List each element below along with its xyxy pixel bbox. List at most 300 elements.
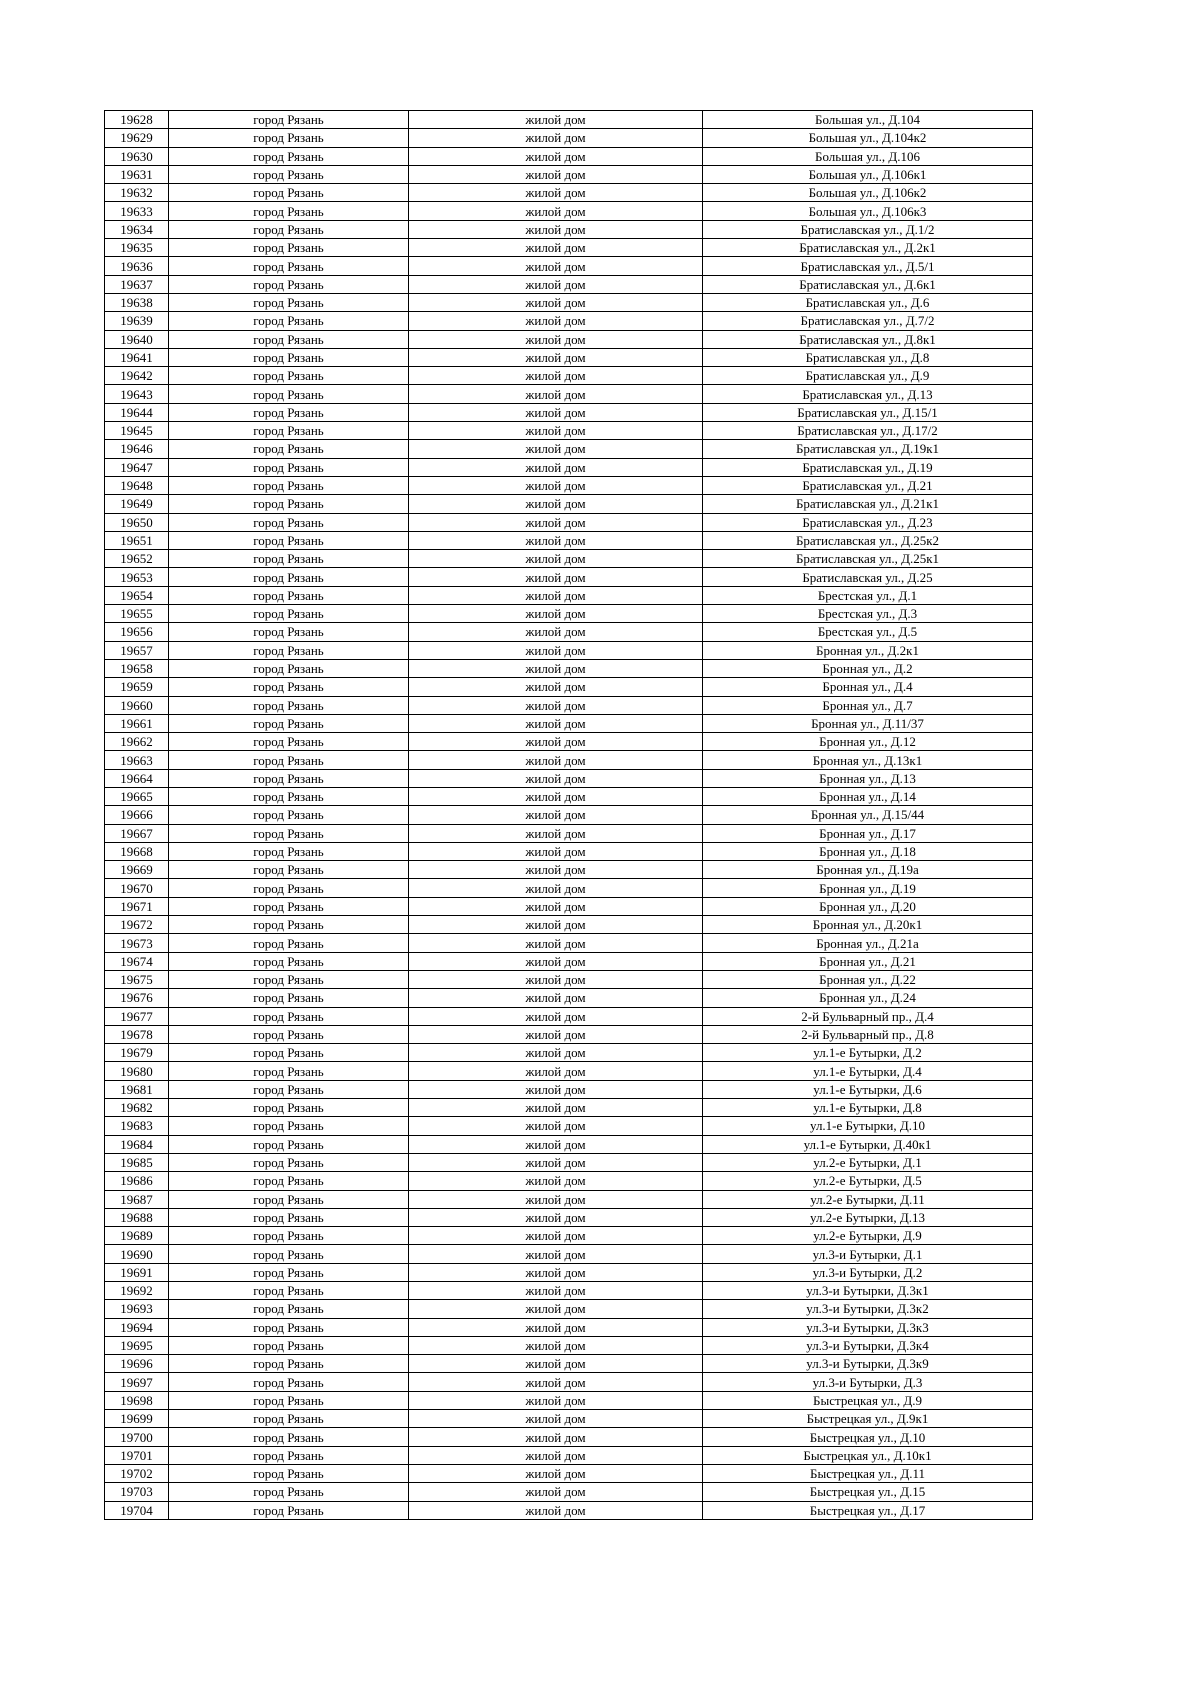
row-number-cell: 19645 bbox=[105, 422, 169, 440]
building-type-cell: жилой дом bbox=[409, 293, 703, 311]
building-type-cell: жилой дом bbox=[409, 1062, 703, 1080]
table-row bbox=[105, 1282, 1033, 1300]
table-row bbox=[105, 824, 1033, 842]
address-cell: ул.1-е Бутырки, Д.8 bbox=[703, 1099, 1033, 1117]
building-type-cell: жилой дом bbox=[409, 1007, 703, 1025]
table-row bbox=[105, 970, 1033, 988]
table-row bbox=[105, 897, 1033, 915]
table-row bbox=[105, 751, 1033, 769]
city-cell: город Рязань bbox=[169, 1355, 409, 1373]
table-row bbox=[105, 879, 1033, 897]
building-type-cell: жилой дом bbox=[409, 696, 703, 714]
address-cell: Большая ул., Д.106к1 bbox=[703, 165, 1033, 183]
address-cell: ул.1-е Бутырки, Д.40к1 bbox=[703, 1135, 1033, 1153]
address-cell: Бронная ул., Д.7 bbox=[703, 696, 1033, 714]
address-cell: Братиславская ул., Д.9 bbox=[703, 367, 1033, 385]
row-number-cell: 19703 bbox=[105, 1483, 169, 1501]
building-type-cell: жилой дом bbox=[409, 806, 703, 824]
building-type-cell: жилой дом bbox=[409, 879, 703, 897]
building-type-cell: жилой дом bbox=[409, 605, 703, 623]
address-cell: Бронная ул., Д.12 bbox=[703, 733, 1033, 751]
address-registry-table bbox=[104, 110, 1033, 1520]
address-cell: Большая ул., Д.106к3 bbox=[703, 202, 1033, 220]
address-cell: ул.2-е Бутырки, Д.1 bbox=[703, 1153, 1033, 1171]
table-row bbox=[105, 293, 1033, 311]
address-cell: Бронная ул., Д.24 bbox=[703, 989, 1033, 1007]
row-number-cell: 19668 bbox=[105, 842, 169, 860]
building-type-cell: жилой дом bbox=[409, 678, 703, 696]
table-row bbox=[105, 769, 1033, 787]
row-number-cell: 19686 bbox=[105, 1172, 169, 1190]
row-number-cell: 19660 bbox=[105, 696, 169, 714]
city-cell: город Рязань bbox=[169, 916, 409, 934]
row-number-cell: 19658 bbox=[105, 659, 169, 677]
row-number-cell: 19679 bbox=[105, 1044, 169, 1062]
building-type-cell: жилой дом bbox=[409, 184, 703, 202]
building-type-cell: жилой дом bbox=[409, 275, 703, 293]
city-cell: город Рязань bbox=[169, 1135, 409, 1153]
table-row bbox=[105, 1025, 1033, 1043]
address-cell: ул.2-е Бутырки, Д.5 bbox=[703, 1172, 1033, 1190]
address-cell: Быстрецкая ул., Д.11 bbox=[703, 1464, 1033, 1482]
building-type-cell: жилой дом bbox=[409, 861, 703, 879]
city-cell: город Рязань bbox=[169, 367, 409, 385]
city-cell: город Рязань bbox=[169, 1208, 409, 1226]
city-cell: город Рязань bbox=[169, 714, 409, 732]
address-cell: Брестская ул., Д.3 bbox=[703, 605, 1033, 623]
building-type-cell: жилой дом bbox=[409, 1208, 703, 1226]
address-cell: Быстрецкая ул., Д.17 bbox=[703, 1501, 1033, 1519]
building-type-cell: жилой дом bbox=[409, 733, 703, 751]
address-cell: ул.1-е Бутырки, Д.10 bbox=[703, 1117, 1033, 1135]
city-cell: город Рязань bbox=[169, 202, 409, 220]
address-cell: Бронная ул., Д.13 bbox=[703, 769, 1033, 787]
table-row bbox=[105, 714, 1033, 732]
table-row bbox=[105, 1208, 1033, 1226]
row-number-cell: 19630 bbox=[105, 147, 169, 165]
city-cell: город Рязань bbox=[169, 1007, 409, 1025]
building-type-cell: жилой дом bbox=[409, 257, 703, 275]
city-cell: город Рязань bbox=[169, 751, 409, 769]
city-cell: город Рязань bbox=[169, 293, 409, 311]
building-type-cell: жилой дом bbox=[409, 1391, 703, 1409]
table-row bbox=[105, 1135, 1033, 1153]
table-row bbox=[105, 787, 1033, 805]
address-registry-body bbox=[105, 111, 1033, 1520]
address-cell: ул.2-е Бутырки, Д.9 bbox=[703, 1227, 1033, 1245]
table-row bbox=[105, 1153, 1033, 1171]
building-type-cell: жилой дом bbox=[409, 1318, 703, 1336]
address-cell: Бронная ул., Д.22 bbox=[703, 970, 1033, 988]
table-row bbox=[105, 586, 1033, 604]
table-row bbox=[105, 1446, 1033, 1464]
city-cell: город Рязань bbox=[169, 1282, 409, 1300]
building-type-cell: жилой дом bbox=[409, 787, 703, 805]
address-cell: 2-й Бульварный пр., Д.4 bbox=[703, 1007, 1033, 1025]
row-number-cell: 19640 bbox=[105, 330, 169, 348]
row-number-cell: 19699 bbox=[105, 1410, 169, 1428]
city-cell: город Рязань bbox=[169, 586, 409, 604]
city-cell: город Рязань bbox=[169, 330, 409, 348]
address-cell: Братиславская ул., Д.15/1 bbox=[703, 403, 1033, 421]
row-number-cell: 19664 bbox=[105, 769, 169, 787]
table-row bbox=[105, 934, 1033, 952]
table-row bbox=[105, 330, 1033, 348]
row-number-cell: 19662 bbox=[105, 733, 169, 751]
table-row bbox=[105, 440, 1033, 458]
city-cell: город Рязань bbox=[169, 220, 409, 238]
city-cell: город Рязань bbox=[169, 787, 409, 805]
city-cell: город Рязань bbox=[169, 861, 409, 879]
address-cell: Бронная ул., Д.21а bbox=[703, 934, 1033, 952]
address-cell: Братиславская ул., Д.19 bbox=[703, 458, 1033, 476]
table-row bbox=[105, 1391, 1033, 1409]
row-number-cell: 19639 bbox=[105, 312, 169, 330]
table-row bbox=[105, 1227, 1033, 1245]
table-row bbox=[105, 476, 1033, 494]
address-cell: Братиславская ул., Д.25к1 bbox=[703, 550, 1033, 568]
row-number-cell: 19692 bbox=[105, 1282, 169, 1300]
address-cell: ул.3-и Бутырки, Д.2 bbox=[703, 1263, 1033, 1281]
building-type-cell: жилой дом bbox=[409, 531, 703, 549]
building-type-cell: жилой дом bbox=[409, 165, 703, 183]
building-type-cell: жилой дом bbox=[409, 568, 703, 586]
row-number-cell: 19697 bbox=[105, 1373, 169, 1391]
city-cell: город Рязань bbox=[169, 275, 409, 293]
building-type-cell: жилой дом bbox=[409, 1025, 703, 1043]
row-number-cell: 19687 bbox=[105, 1190, 169, 1208]
row-number-cell: 19633 bbox=[105, 202, 169, 220]
building-type-cell: жилой дом bbox=[409, 1190, 703, 1208]
city-cell: город Рязань bbox=[169, 1025, 409, 1043]
building-type-cell: жилой дом bbox=[409, 824, 703, 842]
table-row bbox=[105, 257, 1033, 275]
row-number-cell: 19637 bbox=[105, 275, 169, 293]
building-type-cell: жилой дом bbox=[409, 422, 703, 440]
row-number-cell: 19690 bbox=[105, 1245, 169, 1263]
building-type-cell: жилой дом bbox=[409, 1464, 703, 1482]
building-type-cell: жилой дом bbox=[409, 1336, 703, 1354]
building-type-cell: жилой дом bbox=[409, 1410, 703, 1428]
building-type-cell: жилой дом bbox=[409, 1501, 703, 1519]
table-row bbox=[105, 184, 1033, 202]
city-cell: город Рязань bbox=[169, 1227, 409, 1245]
building-type-cell: жилой дом bbox=[409, 1282, 703, 1300]
building-type-cell: жилой дом bbox=[409, 1373, 703, 1391]
table-row bbox=[105, 696, 1033, 714]
city-cell: город Рязань bbox=[169, 1373, 409, 1391]
table-row bbox=[105, 129, 1033, 147]
city-cell: город Рязань bbox=[169, 952, 409, 970]
row-number-cell: 19676 bbox=[105, 989, 169, 1007]
city-cell: город Рязань bbox=[169, 476, 409, 494]
row-number-cell: 19636 bbox=[105, 257, 169, 275]
address-cell: Большая ул., Д.106 bbox=[703, 147, 1033, 165]
city-cell: город Рязань bbox=[169, 495, 409, 513]
building-type-cell: жилой дом bbox=[409, 952, 703, 970]
city-cell: город Рязань bbox=[169, 257, 409, 275]
row-number-cell: 19680 bbox=[105, 1062, 169, 1080]
building-type-cell: жилой дом bbox=[409, 897, 703, 915]
row-number-cell: 19629 bbox=[105, 129, 169, 147]
row-number-cell: 19688 bbox=[105, 1208, 169, 1226]
city-cell: город Рязань bbox=[169, 458, 409, 476]
city-cell: город Рязань bbox=[169, 422, 409, 440]
row-number-cell: 19661 bbox=[105, 714, 169, 732]
table-row bbox=[105, 806, 1033, 824]
address-cell: Бронная ул., Д.2 bbox=[703, 659, 1033, 677]
city-cell: город Рязань bbox=[169, 769, 409, 787]
building-type-cell: жилой дом bbox=[409, 220, 703, 238]
address-cell: ул.2-е Бутырки, Д.13 bbox=[703, 1208, 1033, 1226]
building-type-cell: жилой дом bbox=[409, 1135, 703, 1153]
city-cell: город Рязань bbox=[169, 1483, 409, 1501]
table-row bbox=[105, 550, 1033, 568]
row-number-cell: 19695 bbox=[105, 1336, 169, 1354]
table-row bbox=[105, 367, 1033, 385]
city-cell: город Рязань bbox=[169, 824, 409, 842]
table-row bbox=[105, 952, 1033, 970]
row-number-cell: 19634 bbox=[105, 220, 169, 238]
building-type-cell: жилой дом bbox=[409, 440, 703, 458]
city-cell: город Рязань bbox=[169, 1044, 409, 1062]
row-number-cell: 19651 bbox=[105, 531, 169, 549]
building-type-cell: жилой дом bbox=[409, 751, 703, 769]
row-number-cell: 19641 bbox=[105, 348, 169, 366]
building-type-cell: жилой дом bbox=[409, 1172, 703, 1190]
table-row bbox=[105, 733, 1033, 751]
address-cell: ул.3-и Бутырки, Д.1 bbox=[703, 1245, 1033, 1263]
address-cell: Бронная ул., Д.4 bbox=[703, 678, 1033, 696]
table-row bbox=[105, 403, 1033, 421]
row-number-cell: 19694 bbox=[105, 1318, 169, 1336]
row-number-cell: 19672 bbox=[105, 916, 169, 934]
building-type-cell: жилой дом bbox=[409, 1300, 703, 1318]
address-cell: Братиславская ул., Д.13 bbox=[703, 385, 1033, 403]
address-cell: ул.3-и Бутырки, Д.3к4 bbox=[703, 1336, 1033, 1354]
building-type-cell: жилой дом bbox=[409, 1483, 703, 1501]
city-cell: город Рязань bbox=[169, 1263, 409, 1281]
city-cell: город Рязань bbox=[169, 806, 409, 824]
table-row bbox=[105, 1483, 1033, 1501]
building-type-cell: жилой дом bbox=[409, 1263, 703, 1281]
city-cell: город Рязань bbox=[169, 1501, 409, 1519]
city-cell: город Рязань bbox=[169, 1117, 409, 1135]
city-cell: город Рязань bbox=[169, 440, 409, 458]
table-row bbox=[105, 513, 1033, 531]
table-row bbox=[105, 1117, 1033, 1135]
address-cell: Бронная ул., Д.21 bbox=[703, 952, 1033, 970]
city-cell: город Рязань bbox=[169, 970, 409, 988]
city-cell: город Рязань bbox=[169, 403, 409, 421]
row-number-cell: 19696 bbox=[105, 1355, 169, 1373]
city-cell: город Рязань bbox=[169, 1172, 409, 1190]
city-cell: город Рязань bbox=[169, 1464, 409, 1482]
city-cell: город Рязань bbox=[169, 1190, 409, 1208]
address-cell: Быстрецкая ул., Д.10к1 bbox=[703, 1446, 1033, 1464]
address-cell: Быстрецкая ул., Д.9к1 bbox=[703, 1410, 1033, 1428]
row-number-cell: 19631 bbox=[105, 165, 169, 183]
table-row bbox=[105, 605, 1033, 623]
address-cell: Братиславская ул., Д.25к2 bbox=[703, 531, 1033, 549]
table-row bbox=[105, 659, 1033, 677]
row-number-cell: 19632 bbox=[105, 184, 169, 202]
building-type-cell: жилой дом bbox=[409, 239, 703, 257]
building-type-cell: жилой дом bbox=[409, 989, 703, 1007]
building-type-cell: жилой дом bbox=[409, 714, 703, 732]
building-type-cell: жилой дом bbox=[409, 641, 703, 659]
city-cell: город Рязань bbox=[169, 1410, 409, 1428]
address-cell: ул.3-и Бутырки, Д.3к1 bbox=[703, 1282, 1033, 1300]
building-type-cell: жилой дом bbox=[409, 659, 703, 677]
city-cell: город Рязань bbox=[169, 733, 409, 751]
table-row bbox=[105, 312, 1033, 330]
row-number-cell: 19656 bbox=[105, 623, 169, 641]
city-cell: город Рязань bbox=[169, 934, 409, 952]
building-type-cell: жилой дом bbox=[409, 1117, 703, 1135]
building-type-cell: жилой дом bbox=[409, 934, 703, 952]
address-cell: Брестская ул., Д.5 bbox=[703, 623, 1033, 641]
table-row bbox=[105, 220, 1033, 238]
address-cell: ул.3-и Бутырки, Д.3к3 bbox=[703, 1318, 1033, 1336]
row-number-cell: 19704 bbox=[105, 1501, 169, 1519]
row-number-cell: 19666 bbox=[105, 806, 169, 824]
city-cell: город Рязань bbox=[169, 129, 409, 147]
table-row bbox=[105, 568, 1033, 586]
building-type-cell: жилой дом bbox=[409, 1044, 703, 1062]
address-cell: Бронная ул., Д.15/44 bbox=[703, 806, 1033, 824]
row-number-cell: 19667 bbox=[105, 824, 169, 842]
address-cell: ул.3-и Бутырки, Д.3 bbox=[703, 1373, 1033, 1391]
address-cell: ул.1-е Бутырки, Д.4 bbox=[703, 1062, 1033, 1080]
address-cell: Братиславская ул., Д.17/2 bbox=[703, 422, 1033, 440]
city-cell: город Рязань bbox=[169, 147, 409, 165]
city-cell: город Рязань bbox=[169, 1099, 409, 1117]
address-cell: ул.1-е Бутырки, Д.6 bbox=[703, 1080, 1033, 1098]
table-row bbox=[105, 1263, 1033, 1281]
address-cell: ул.3-и Бутырки, Д.3к2 bbox=[703, 1300, 1033, 1318]
building-type-cell: жилой дом bbox=[409, 202, 703, 220]
table-row bbox=[105, 1245, 1033, 1263]
building-type-cell: жилой дом bbox=[409, 1227, 703, 1245]
building-type-cell: жилой дом bbox=[409, 147, 703, 165]
row-number-cell: 19693 bbox=[105, 1300, 169, 1318]
table-row bbox=[105, 147, 1033, 165]
building-type-cell: жилой дом bbox=[409, 1446, 703, 1464]
table-row bbox=[105, 678, 1033, 696]
city-cell: город Рязань bbox=[169, 239, 409, 257]
city-cell: город Рязань bbox=[169, 1245, 409, 1263]
row-number-cell: 19655 bbox=[105, 605, 169, 623]
building-type-cell: жилой дом bbox=[409, 1428, 703, 1446]
row-number-cell: 19643 bbox=[105, 385, 169, 403]
building-type-cell: жилой дом bbox=[409, 403, 703, 421]
table-row bbox=[105, 842, 1033, 860]
city-cell: город Рязань bbox=[169, 385, 409, 403]
table-row bbox=[105, 1190, 1033, 1208]
building-type-cell: жилой дом bbox=[409, 312, 703, 330]
city-cell: город Рязань bbox=[169, 623, 409, 641]
row-number-cell: 19677 bbox=[105, 1007, 169, 1025]
row-number-cell: 19647 bbox=[105, 458, 169, 476]
address-cell: Братиславская ул., Д.21к1 bbox=[703, 495, 1033, 513]
building-type-cell: жилой дом bbox=[409, 623, 703, 641]
city-cell: город Рязань bbox=[169, 1336, 409, 1354]
address-cell: Большая ул., Д.104 bbox=[703, 111, 1033, 129]
city-cell: город Рязань bbox=[169, 605, 409, 623]
city-cell: город Рязань bbox=[169, 1062, 409, 1080]
table-row bbox=[105, 1373, 1033, 1391]
city-cell: город Рязань bbox=[169, 312, 409, 330]
city-cell: город Рязань bbox=[169, 1153, 409, 1171]
row-number-cell: 19638 bbox=[105, 293, 169, 311]
address-cell: Братиславская ул., Д.1/2 bbox=[703, 220, 1033, 238]
building-type-cell: жилой дом bbox=[409, 586, 703, 604]
table-row bbox=[105, 623, 1033, 641]
address-cell: Большая ул., Д.104к2 bbox=[703, 129, 1033, 147]
building-type-cell: жилой дом bbox=[409, 476, 703, 494]
city-cell: город Рязань bbox=[169, 111, 409, 129]
row-number-cell: 19682 bbox=[105, 1099, 169, 1117]
city-cell: город Рязань bbox=[169, 568, 409, 586]
table-row bbox=[105, 1062, 1033, 1080]
row-number-cell: 19654 bbox=[105, 586, 169, 604]
address-cell: Бронная ул., Д.2к1 bbox=[703, 641, 1033, 659]
address-cell: Быстрецкая ул., Д.9 bbox=[703, 1391, 1033, 1409]
building-type-cell: жилой дом bbox=[409, 330, 703, 348]
address-cell: Бронная ул., Д.20 bbox=[703, 897, 1033, 915]
city-cell: город Рязань bbox=[169, 1318, 409, 1336]
address-cell: Бронная ул., Д.17 bbox=[703, 824, 1033, 842]
city-cell: город Рязань bbox=[169, 531, 409, 549]
city-cell: город Рязань bbox=[169, 879, 409, 897]
address-cell: Братиславская ул., Д.2к1 bbox=[703, 239, 1033, 257]
row-number-cell: 19648 bbox=[105, 476, 169, 494]
row-number-cell: 19683 bbox=[105, 1117, 169, 1135]
city-cell: город Рязань bbox=[169, 641, 409, 659]
address-cell: 2-й Бульварный пр., Д.8 bbox=[703, 1025, 1033, 1043]
row-number-cell: 19663 bbox=[105, 751, 169, 769]
table-row bbox=[105, 1336, 1033, 1354]
address-cell: Братиславская ул., Д.6к1 bbox=[703, 275, 1033, 293]
row-number-cell: 19628 bbox=[105, 111, 169, 129]
row-number-cell: 19646 bbox=[105, 440, 169, 458]
table-row bbox=[105, 385, 1033, 403]
city-cell: город Рязань bbox=[169, 678, 409, 696]
row-number-cell: 19670 bbox=[105, 879, 169, 897]
row-number-cell: 19635 bbox=[105, 239, 169, 257]
city-cell: город Рязань bbox=[169, 1446, 409, 1464]
address-cell: ул.2-е Бутырки, Д.11 bbox=[703, 1190, 1033, 1208]
city-cell: город Рязань bbox=[169, 513, 409, 531]
building-type-cell: жилой дом bbox=[409, 458, 703, 476]
table-row bbox=[105, 495, 1033, 513]
building-type-cell: жилой дом bbox=[409, 385, 703, 403]
row-number-cell: 19673 bbox=[105, 934, 169, 952]
table-row bbox=[105, 989, 1033, 1007]
table-row bbox=[105, 861, 1033, 879]
row-number-cell: 19674 bbox=[105, 952, 169, 970]
building-type-cell: жилой дом bbox=[409, 916, 703, 934]
row-number-cell: 19685 bbox=[105, 1153, 169, 1171]
row-number-cell: 19701 bbox=[105, 1446, 169, 1464]
address-cell: Братиславская ул., Д.8к1 bbox=[703, 330, 1033, 348]
table-row bbox=[105, 1501, 1033, 1519]
address-cell: ул.1-е Бутырки, Д.2 bbox=[703, 1044, 1033, 1062]
building-type-cell: жилой дом bbox=[409, 842, 703, 860]
city-cell: город Рязань bbox=[169, 165, 409, 183]
row-number-cell: 19642 bbox=[105, 367, 169, 385]
